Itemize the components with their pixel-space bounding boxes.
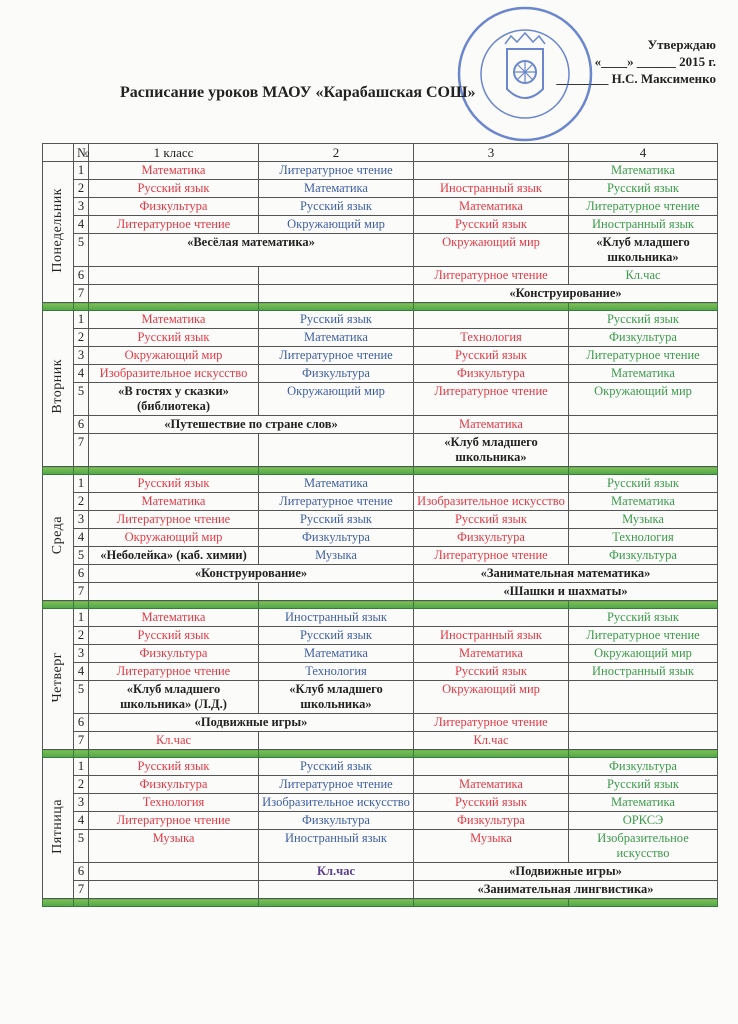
lesson-cell: Физкультура [569,547,718,565]
lesson-cell: «Конструирование» [89,565,414,583]
lesson-cell: «В гостях у сказки» (библиотека) [89,383,259,416]
table-row [43,180,718,198]
lesson-cell: Физкультура [414,812,569,830]
lesson-cell: Окружающий мир [569,645,718,663]
table-row [43,881,718,899]
table-row [43,511,718,529]
separator-cell [43,601,74,609]
lesson-cell: «Клуб младшего школьника» (Л.Д.) [89,681,259,714]
lesson-cell: Физкультура [569,329,718,347]
lesson-cell: Окружающий мир [414,234,569,267]
day-separator [43,303,718,311]
separator-cell [259,899,414,907]
lesson-cell [259,285,414,303]
separator-cell [569,750,718,758]
lesson-cell: Русский язык [259,511,414,529]
approval-signatory: ________ Н.С. Максименко [556,71,716,86]
lesson-cell: Литературное чтение [569,347,718,365]
lesson-cell: Иностранный язык [569,663,718,681]
separator-cell [569,467,718,475]
table-row [43,347,718,365]
separator-cell [74,303,89,311]
lesson-cell: Музыка [89,830,259,863]
header-number: № [74,144,89,162]
lesson-number: 5 [74,234,89,267]
lesson-cell [569,416,718,434]
lesson-cell [89,583,259,601]
lesson-number: 4 [74,663,89,681]
lesson-number: 4 [74,365,89,383]
lesson-cell: Физкультура [259,529,414,547]
lesson-cell [414,609,569,627]
lesson-cell: Физкультура [414,365,569,383]
lesson-cell: Литературное чтение [89,663,259,681]
lesson-cell [414,758,569,776]
table-row [43,475,718,493]
lesson-cell: Русский язык [569,180,718,198]
lesson-cell: «Путешествие по стране слов» [89,416,414,434]
day-name: Четверг [50,651,65,703]
separator-cell [89,750,259,758]
lesson-cell [259,583,414,601]
table-row [43,216,718,234]
lesson-cell [89,267,259,285]
lesson-cell: Технология [414,329,569,347]
day-name: Вторник [50,359,65,414]
lesson-cell: «Подвижные игры» [89,714,414,732]
lesson-cell: Физкультура [89,645,259,663]
day-separator [43,750,718,758]
table-row [43,714,718,732]
lesson-cell: Кл.час [569,267,718,285]
lesson-cell: Русский язык [569,311,718,329]
separator-cell [74,467,89,475]
separator-cell [74,601,89,609]
lesson-number: 1 [74,162,89,180]
table-row [43,529,718,547]
lesson-cell [89,285,259,303]
separator-cell [89,303,259,311]
separator-cell [414,601,569,609]
lesson-cell: Изобразительное искусство [89,365,259,383]
lesson-number: 1 [74,609,89,627]
table-row [43,434,718,467]
lesson-cell: Литературное чтение [569,198,718,216]
lesson-cell: Технология [89,794,259,812]
day-label [43,758,74,899]
lesson-cell: Окружающий мир [89,529,259,547]
lesson-cell: «Клуб младшего школьника» [414,434,569,467]
lesson-number: 7 [74,285,89,303]
lesson-cell [569,714,718,732]
lesson-cell: Физкультура [569,758,718,776]
header-class-4: 4 [569,144,718,162]
lesson-cell: Кл.час [89,732,259,750]
lesson-cell: Русский язык [259,311,414,329]
lesson-cell: Русский язык [89,329,259,347]
table-row [43,267,718,285]
lesson-number: 6 [74,714,89,732]
lesson-cell: Математика [259,329,414,347]
lesson-cell: Литературное чтение [259,162,414,180]
day-label [43,311,74,467]
table-row [43,794,718,812]
lesson-cell: Математика [569,493,718,511]
separator-cell [414,467,569,475]
table-row [43,863,718,881]
lesson-cell: «Занимательная математика» [414,565,718,583]
lesson-cell: Математика [259,475,414,493]
table-row [43,311,718,329]
lesson-cell: Русский язык [569,475,718,493]
lesson-number: 5 [74,681,89,714]
lesson-cell: Математика [259,645,414,663]
lesson-cell [569,732,718,750]
separator-cell [43,303,74,311]
separator-cell [89,467,259,475]
lesson-cell: Математика [414,416,569,434]
day-separator [43,467,718,475]
table-row [43,285,718,303]
lesson-cell: Физкультура [89,198,259,216]
lesson-cell: Изобразительное искусство [569,830,718,863]
lesson-number: 2 [74,180,89,198]
lesson-number: 7 [74,881,89,899]
day-label [43,609,74,750]
approval-heading: Утверждаю [647,37,716,52]
lesson-cell: Русский язык [89,475,259,493]
table-row [43,198,718,216]
lesson-cell: Русский язык [89,627,259,645]
lesson-number: 3 [74,645,89,663]
lesson-cell [569,681,718,714]
lesson-cell: Литературное чтение [414,383,569,416]
header-class-3: 3 [414,144,569,162]
separator-cell [74,899,89,907]
lesson-cell: Математика [414,198,569,216]
table-row [43,565,718,583]
table-row [43,547,718,565]
lesson-cell: «Подвижные игры» [414,863,718,881]
table-row [43,609,718,627]
lesson-cell: Математика [569,794,718,812]
separator-cell [569,601,718,609]
day-separator [43,899,718,907]
day-name: Среда [50,516,65,555]
lesson-number: 6 [74,565,89,583]
separator-cell [43,899,74,907]
lesson-number: 3 [74,198,89,216]
table-row [43,732,718,750]
lesson-cell: Окружающий мир [414,681,569,714]
lesson-cell [259,732,414,750]
table-row [43,583,718,601]
lesson-cell: Русский язык [414,216,569,234]
table-row [43,758,718,776]
lesson-cell: Русский язык [89,180,259,198]
separator-cell [414,750,569,758]
separator-cell [259,467,414,475]
lesson-cell: Иностранный язык [569,216,718,234]
lesson-number: 7 [74,732,89,750]
lesson-number: 2 [74,329,89,347]
schedule-table [42,143,718,907]
lesson-number: 3 [74,347,89,365]
table-row [43,681,718,714]
lesson-cell: Литературное чтение [259,347,414,365]
lesson-cell: Математика [569,162,718,180]
lesson-cell: «Занимательная лингвистика» [414,881,718,899]
day-name: Понедельник [50,187,65,273]
lesson-cell: Музыка [259,547,414,565]
lesson-cell: ОРКСЭ [569,812,718,830]
table-row [43,416,718,434]
lesson-number: 6 [74,267,89,285]
day-label [43,475,74,601]
lesson-cell: Русский язык [89,758,259,776]
lesson-number: 2 [74,776,89,794]
header-class-1: 1 класс [89,144,259,162]
lesson-cell: Физкультура [259,812,414,830]
lesson-cell: Иностранный язык [259,830,414,863]
lesson-cell: Окружающий мир [259,216,414,234]
lesson-cell: Русский язык [414,511,569,529]
table-row [43,776,718,794]
lesson-number: 6 [74,863,89,881]
lesson-number: 5 [74,383,89,416]
day-name: Пятница [50,798,65,854]
lesson-number: 3 [74,794,89,812]
lesson-number: 4 [74,216,89,234]
table-row [43,627,718,645]
lesson-cell: Окружающий мир [259,383,414,416]
lesson-cell [89,863,259,881]
lesson-cell [259,267,414,285]
lesson-cell: Литературное чтение [259,776,414,794]
table-row [43,830,718,863]
header-row [43,144,718,162]
table-row [43,365,718,383]
lesson-cell [414,475,569,493]
lesson-cell: Физкультура [414,529,569,547]
lesson-number: 7 [74,434,89,467]
lesson-cell: Математика [414,645,569,663]
table-row [43,812,718,830]
lesson-cell: Литературное чтение [89,812,259,830]
lesson-number: 4 [74,529,89,547]
page-title: Расписание уроков МАОУ «Карабашская СОШ» [120,84,476,101]
lesson-number: 6 [74,416,89,434]
lesson-cell: «Клуб младшего школьника» [259,681,414,714]
lesson-number: 1 [74,475,89,493]
separator-cell [259,601,414,609]
lesson-number: 4 [74,812,89,830]
lesson-cell [414,162,569,180]
lesson-cell: Кл.час [259,863,414,881]
lesson-cell: Иностранный язык [259,609,414,627]
lesson-cell: Изобразительное искусство [259,794,414,812]
lesson-number: 3 [74,511,89,529]
lesson-cell: Русский язык [569,776,718,794]
lesson-cell: Изобразительное искусство [414,493,569,511]
lesson-cell [259,881,414,899]
separator-cell [569,899,718,907]
lesson-cell [414,311,569,329]
separator-cell [259,303,414,311]
separator-cell [414,899,569,907]
separator-cell [259,750,414,758]
lesson-cell: Русский язык [259,758,414,776]
lesson-cell: Математика [414,776,569,794]
official-stamp [455,4,595,144]
separator-cell [89,899,259,907]
lesson-cell: Кл.час [414,732,569,750]
day-separator [43,601,718,609]
lesson-number: 2 [74,493,89,511]
lesson-cell: Математика [569,365,718,383]
lesson-cell: Русский язык [569,609,718,627]
lesson-cell: Физкультура [259,365,414,383]
table-row [43,645,718,663]
lesson-cell: Литературное чтение [414,267,569,285]
lesson-number: 7 [74,583,89,601]
lesson-cell [89,881,259,899]
lesson-number: 1 [74,311,89,329]
lesson-cell: «Клуб младшего школьника» [569,234,718,267]
lesson-cell [89,434,259,467]
lesson-cell: Литературное чтение [89,216,259,234]
lesson-cell: Математика [89,609,259,627]
separator-cell [89,601,259,609]
lesson-cell: Окружающий мир [89,347,259,365]
lesson-cell: Русский язык [259,627,414,645]
header-class-2: 2 [259,144,414,162]
separator-cell [43,467,74,475]
lesson-cell [569,434,718,467]
lesson-cell: Литературное чтение [569,627,718,645]
lesson-cell: Технология [259,663,414,681]
table-row [43,162,718,180]
lesson-number: 2 [74,627,89,645]
header-day [43,144,74,162]
lesson-cell: Технология [569,529,718,547]
lesson-cell: Литературное чтение [259,493,414,511]
lesson-cell: Окружающий мир [569,383,718,416]
lesson-cell: Литературное чтение [414,714,569,732]
lesson-cell: Русский язык [414,794,569,812]
lesson-cell: «Неболейка» (каб. химии) [89,547,259,565]
lesson-cell: «Весёлая математика» [89,234,414,267]
separator-cell [414,303,569,311]
lesson-cell: Математика [89,162,259,180]
lesson-cell: Иностранный язык [414,627,569,645]
lesson-cell: Русский язык [259,198,414,216]
lesson-cell: Физкультура [89,776,259,794]
table-row [43,663,718,681]
lesson-cell: Математика [259,180,414,198]
lesson-cell: Иностранный язык [414,180,569,198]
lesson-number: 1 [74,758,89,776]
lesson-cell: Литературное чтение [414,547,569,565]
table-row [43,493,718,511]
table-row [43,234,718,267]
lesson-number: 5 [74,830,89,863]
day-label [43,162,74,303]
separator-cell [43,750,74,758]
lesson-cell: Русский язык [414,663,569,681]
lesson-cell: Музыка [414,830,569,863]
table-row [43,329,718,347]
lesson-cell: Музыка [569,511,718,529]
lesson-cell: Математика [89,493,259,511]
separator-cell [74,750,89,758]
separator-cell [569,303,718,311]
lesson-cell: «Шашки и шахматы» [414,583,718,601]
lesson-cell: «Конструирование» [414,285,718,303]
lesson-cell: Литературное чтение [89,511,259,529]
approval-date: «____» ______ 2015 г. [594,54,716,69]
lesson-cell: Математика [89,311,259,329]
table-row [43,383,718,416]
lesson-cell: Русский язык [414,347,569,365]
lesson-cell [259,434,414,467]
lesson-number: 5 [74,547,89,565]
